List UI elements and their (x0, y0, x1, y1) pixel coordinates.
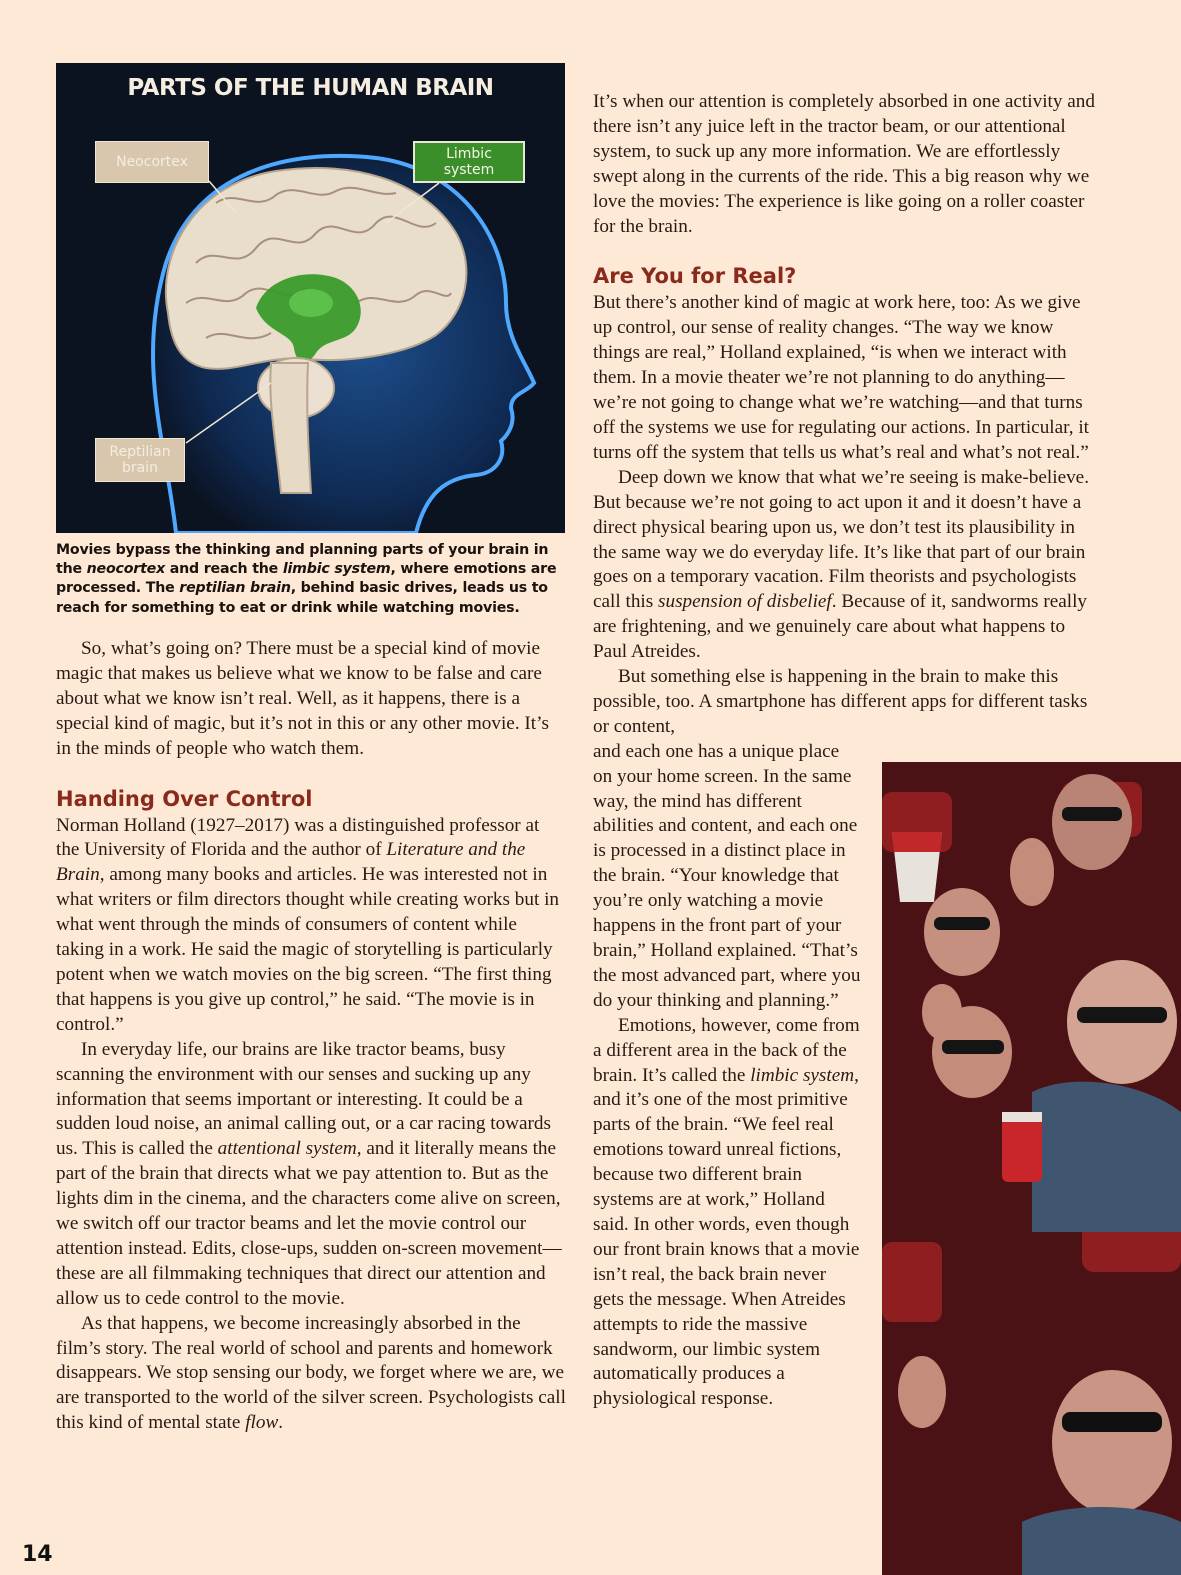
term-limbic-system: limbic system (750, 1064, 855, 1086)
audience-illustration (882, 762, 1181, 1575)
paragraph (593, 1014, 861, 1413)
limbic-system-label: Limbic system (413, 141, 525, 183)
caption-text: , where emotions are processed. The (56, 561, 557, 597)
text-run: . (278, 1412, 284, 1434)
caption-term-reptilian: reptilian brain (179, 580, 291, 597)
term-attentional-system: attentional system (217, 1138, 357, 1160)
caption-text: Movies bypass the thinking and planning parts of your brain in the (56, 542, 549, 578)
paragraph: But something else is happening in the brain to make this possible, too. A smartphone has different apps for different tasks or content, (593, 666, 1088, 737)
section-heading-are-you-for-real: Are You for Real? (593, 264, 797, 289)
text-run: , and it’s one of the most primitive parts of the brain. “We feel real emotions toward unreal fictions, because two different brain systems are at work,” Holland said. In other words, even though our front brain knows that a movie isn’t real, the back brain never gets the message. When Atreides attempts to ride the massive sandworm, our limbic system automatically produces a physiological response. (593, 1064, 860, 1410)
text-run: In everyday life, our brains are like tractor beams, busy scanning the environment with our senses and sucking up any information that seems important or interesting. It could be a sudden loud noise, an animal calling out, or a car racing towards us. This is called the (56, 1038, 551, 1160)
figure-caption (56, 541, 568, 618)
paragraph: It’s when our attention is completely absorbed in one activity and there isn’t any juice left in the tractor beam, or our attentional system, to suck up any more information. We are effortlessly swept along in the currents of the ride. This a big reason why we love the movies: The experience is like going on a roller coaster for the brain. (593, 91, 1095, 237)
caption-term-limbic: limbic system (282, 561, 391, 578)
movie-audience-photo (882, 762, 1181, 1575)
left-column (56, 637, 566, 1436)
text-run: As that happens, we become increasingly absorbed in the film’s story. The real world of school and parents and homework disappears. We stop sensing our body, we forget where we are, we are transported to the world of the silver screen. Psychologists call this kind of mental state (56, 1312, 566, 1434)
figure-title: PARTS OF THE HUMAN BRAIN (127, 75, 494, 101)
brain-diagram-figure (56, 63, 565, 533)
text-run: Emotions, however, come from a different area in the back of the brain. It’s called the (593, 1014, 860, 1086)
paragraph (56, 814, 566, 1038)
caption-text: , behind basic drives, leads us to reach for something to eat or drink while watching movies. (56, 580, 548, 616)
paragraph (56, 1312, 566, 1437)
text-run: , among many books and articles. He was interested not in what writers or film directors thought while creating works but in what went through the minds of consumers of content while taking in a work. He said the magic of storytelling is particularly potent when we watch movies on the big screen. “The first thing that happens is you give up control,” he said. “The movie is in control.” (56, 864, 560, 1035)
page-number: 14 (22, 1542, 53, 1567)
text-run: Norman Holland (1927–2017) was a distinguished professor at the University of Florida and the author of (56, 814, 540, 861)
paragraph: and each one has a unique place on your home screen. In the same way, the mind has different abilities and content, and each one is processed in a distinct place in the brain. “Your knowledge that you’re only watching a movie happens in the front part of your brain,” Holland explained. “That’s the most advanced part, where you do your thinking and planning.” (593, 740, 861, 1011)
term-flow: flow (245, 1412, 279, 1434)
section-heading-handing-over-control: Handing Over Control (56, 786, 313, 811)
reptilian-brain-label: Reptilian brain (95, 438, 185, 482)
book-title: Literature and the Brain (56, 839, 526, 886)
paragraph: So, what’s going on? There must be a special kind of movie magic that makes us believe what we know to be false and care about what we know isn’t real. Well, as it happens, there is a special kind of magic, but it’s not in this or any other movie. It’s in the minds of people who watch them. (56, 638, 549, 759)
caption-text: and reach the (165, 561, 283, 578)
paragraph (593, 466, 1103, 665)
neocortex-label: Neocortex (95, 141, 209, 183)
term-suspension-of-disbelief: suspension of disbelief (658, 591, 832, 613)
text-run: , and it literally means the part of the brain that directs what we pay attention to. But as the lights dim in the cinema, and the characters come alive on screen, we switch off our tractor beams and let the movie control our attention instead. Edits, close-ups, sudden on-screen movement—these are all filmmaking techniques that direct our attention and allow us to cede control to the movie. (56, 1138, 562, 1309)
paragraph (56, 1038, 566, 1312)
text-run: Deep down we know that what we’re seeing is make-believe. But because we’re not going to act upon it and it doesn’t have a direct physical bearing upon us, we don’t test its plausibility in the same way we do everyday life. It’s like that part of our brain goes on a temporary vacation. Film theorists and psychologists call this (593, 466, 1089, 613)
paragraph: But there’s another kind of magic at work here, too: As we give up control, our sense of reality changes. “The way we know things are real,” Holland explained, “is when we interact with them. In a movie theater we’re not planning to do anything—we’re not going to change what we’re watching—and that turns off the systems we use for regulating our actions. In particular, it turns off the system that tells us what’s real and what’s not real.” (593, 292, 1090, 463)
caption-term-neocortex: neocortex (86, 561, 166, 578)
text-run: . Because of it, sandworms really are frightening, and we genuinely care about what happens to Paul Atreides. (593, 591, 1087, 663)
